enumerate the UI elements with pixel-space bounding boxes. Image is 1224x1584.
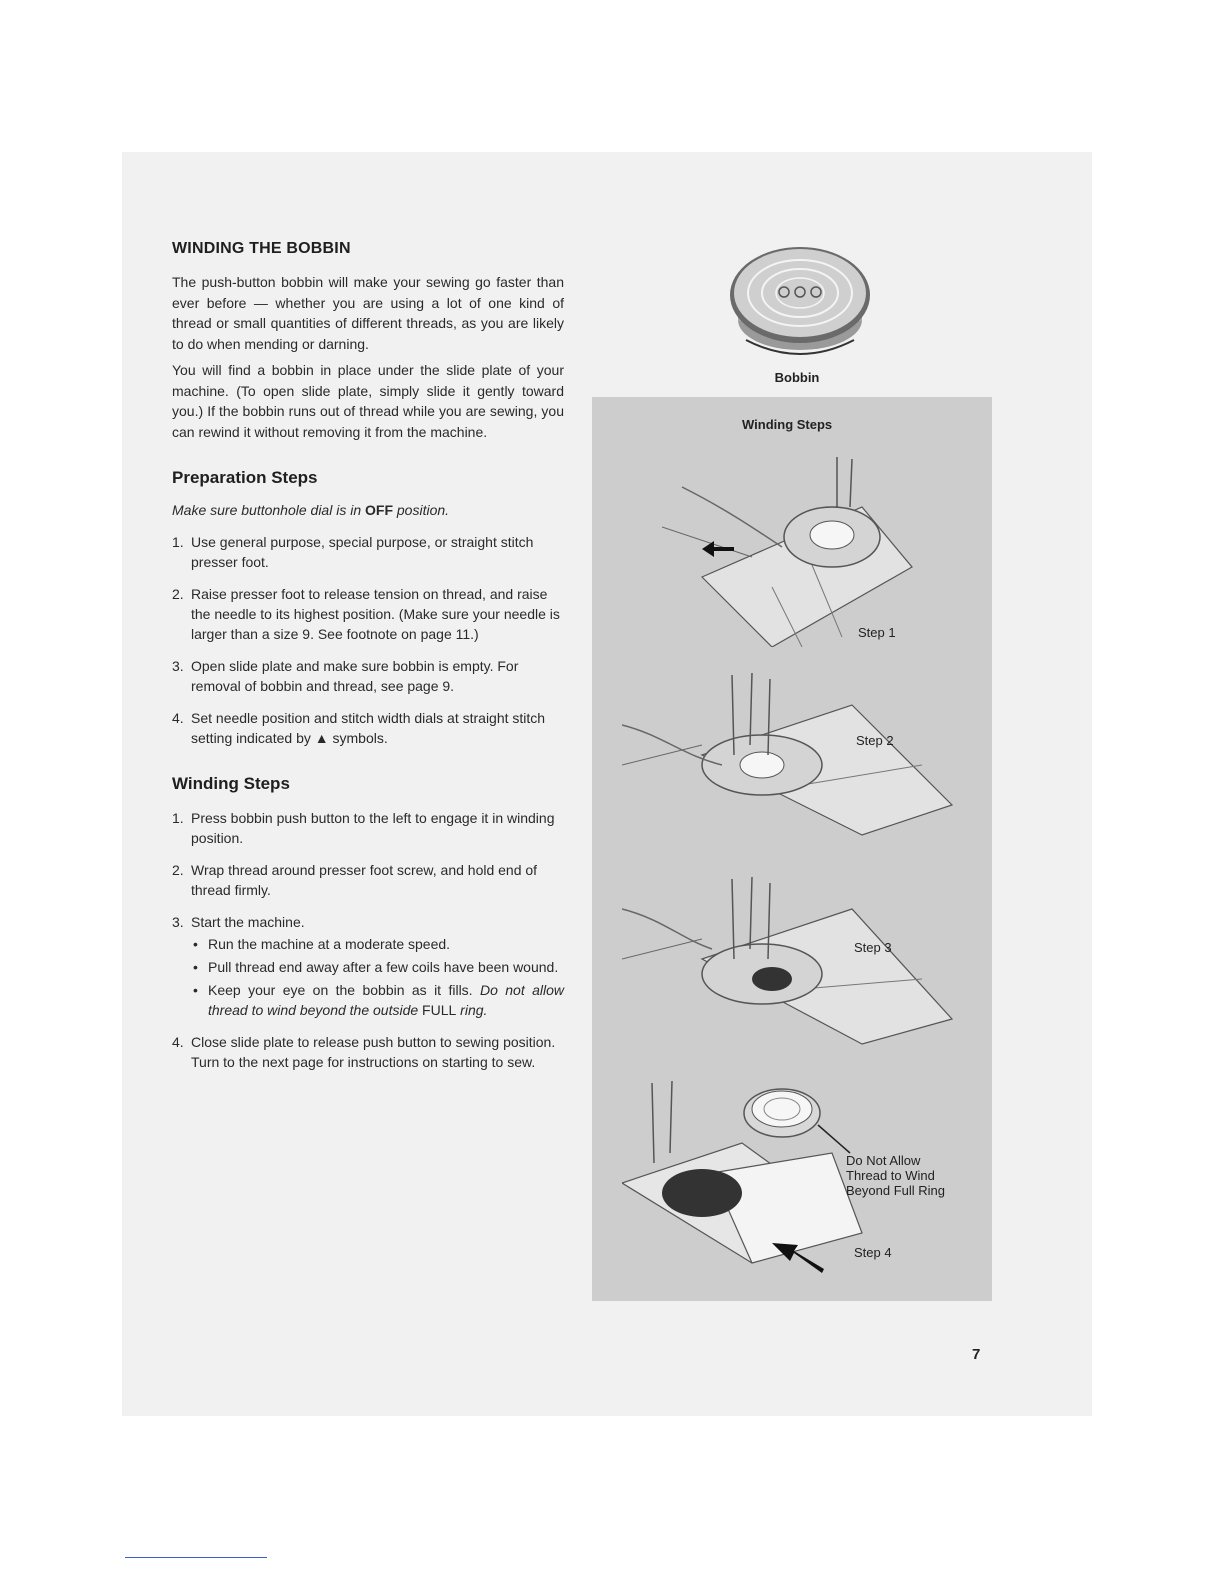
- bullet-item: • Pull thread end away after a few coils have been wound.: [191, 957, 564, 977]
- winding-title: Winding Steps: [172, 774, 290, 793]
- preparation-note: [172, 502, 564, 518]
- page-title: WINDING THE BOBBIN: [172, 240, 351, 257]
- winding-list: [172, 808, 564, 1072]
- list-item: [172, 912, 564, 1020]
- step-text: Press bobbin push button to the left to engage it in winding position.: [191, 810, 555, 846]
- warning-line-1: Do Not Allow: [846, 1153, 921, 1168]
- bobbin-icon: [720, 240, 880, 370]
- step-text: Open slide plate and make sure bobbin is empty. For removal of bobbin and thread, see page 9.: [191, 658, 519, 694]
- figure-title: Winding Steps: [742, 417, 833, 432]
- step-text: Start the machine.: [191, 914, 305, 930]
- step-number: 4.: [172, 1034, 184, 1050]
- page-number: 7: [972, 1346, 981, 1363]
- bullet-item: • Run the machine at a moderate speed.: [191, 934, 564, 954]
- step-3-label: Step 3: [854, 940, 892, 955]
- step-text: Use general purpose, special purpose, or straight stitch presser foot.: [191, 534, 534, 570]
- winding-steps-figure: [592, 397, 992, 1301]
- step2-illustration: [622, 665, 962, 845]
- step-text: Close slide plate to release push button to sewing position. Turn to the next page for instructions on starting to sew.: [191, 1034, 556, 1070]
- warning-callout: [846, 1153, 986, 1198]
- warning-line-2: Thread to Wind: [846, 1168, 935, 1183]
- warning-line-3: Beyond Full Ring: [846, 1183, 945, 1198]
- bullet-list: [191, 934, 564, 1020]
- step3-illustration: [622, 869, 962, 1049]
- intro-paragraph-2: You will find a bobbin in place under the slide plate of your machine. (To open slide plate, simply slide it gently toward you.) If the bobbin runs out of thread while you are sewing, you can rewind it without removing it from the machine.: [172, 362, 564, 440]
- step-number: 2.: [172, 862, 184, 878]
- note-text: Make sure buttonhole dial is in: [172, 502, 365, 518]
- step-4-label: Step 4: [854, 1245, 892, 1260]
- list-item: [172, 532, 564, 572]
- list-item: [172, 584, 564, 644]
- step-text: Set needle position and stitch width dials at straight stitch setting indicated by ▲ symbols.: [191, 710, 546, 746]
- step-text: Wrap thread around presser foot screw, and hold end of thread firmly.: [191, 862, 538, 898]
- step-number: 3.: [172, 914, 184, 930]
- step-number: 2.: [172, 586, 184, 602]
- list-item: [172, 656, 564, 696]
- bullet-full: FULL: [422, 1002, 457, 1018]
- list-item: [172, 708, 564, 748]
- bobbin-illustration: [720, 240, 880, 380]
- winding-section: [172, 774, 564, 1072]
- preparation-list: [172, 532, 564, 748]
- bullet-ring: ring.: [456, 1002, 488, 1018]
- note-text-end: position.: [393, 502, 450, 518]
- step-number: 1.: [172, 534, 184, 550]
- note-off: OFF: [365, 502, 393, 518]
- step-number: 4.: [172, 710, 184, 726]
- step1-illustration: [662, 447, 922, 647]
- step-2-label: Step 2: [856, 733, 894, 748]
- footer-rule: [125, 1557, 267, 1558]
- text-column: [172, 240, 564, 1084]
- bullet-item: [191, 980, 564, 1020]
- step-number: 3.: [172, 658, 184, 674]
- step-number: 1.: [172, 810, 184, 826]
- preparation-title: Preparation Steps: [172, 468, 318, 487]
- step-1-label: Step 1: [858, 625, 896, 640]
- step-text: Raise presser foot to release tension on thread, and raise the needle to its highest position. (Make sure your needle is larger than a size 9. See footnote on page 11.): [191, 586, 560, 642]
- list-item: [172, 808, 564, 848]
- preparation-section: [172, 468, 564, 748]
- list-item: [172, 860, 564, 900]
- intro-paragraph-1: The push-button bobbin will make your sewing go faster than ever before — whether you are using a lot of one kind of thread or small quantities of different threads, as you are likely to do when mending or darning.: [172, 274, 564, 352]
- bobbin-caption: Bobbin: [774, 370, 820, 385]
- bullet-warning: Do not allow thread to wind beyond the outside: [208, 982, 565, 1018]
- bullet-text: Keep your eye on the bobbin as it fills.: [208, 982, 473, 998]
- list-item: [172, 1032, 564, 1072]
